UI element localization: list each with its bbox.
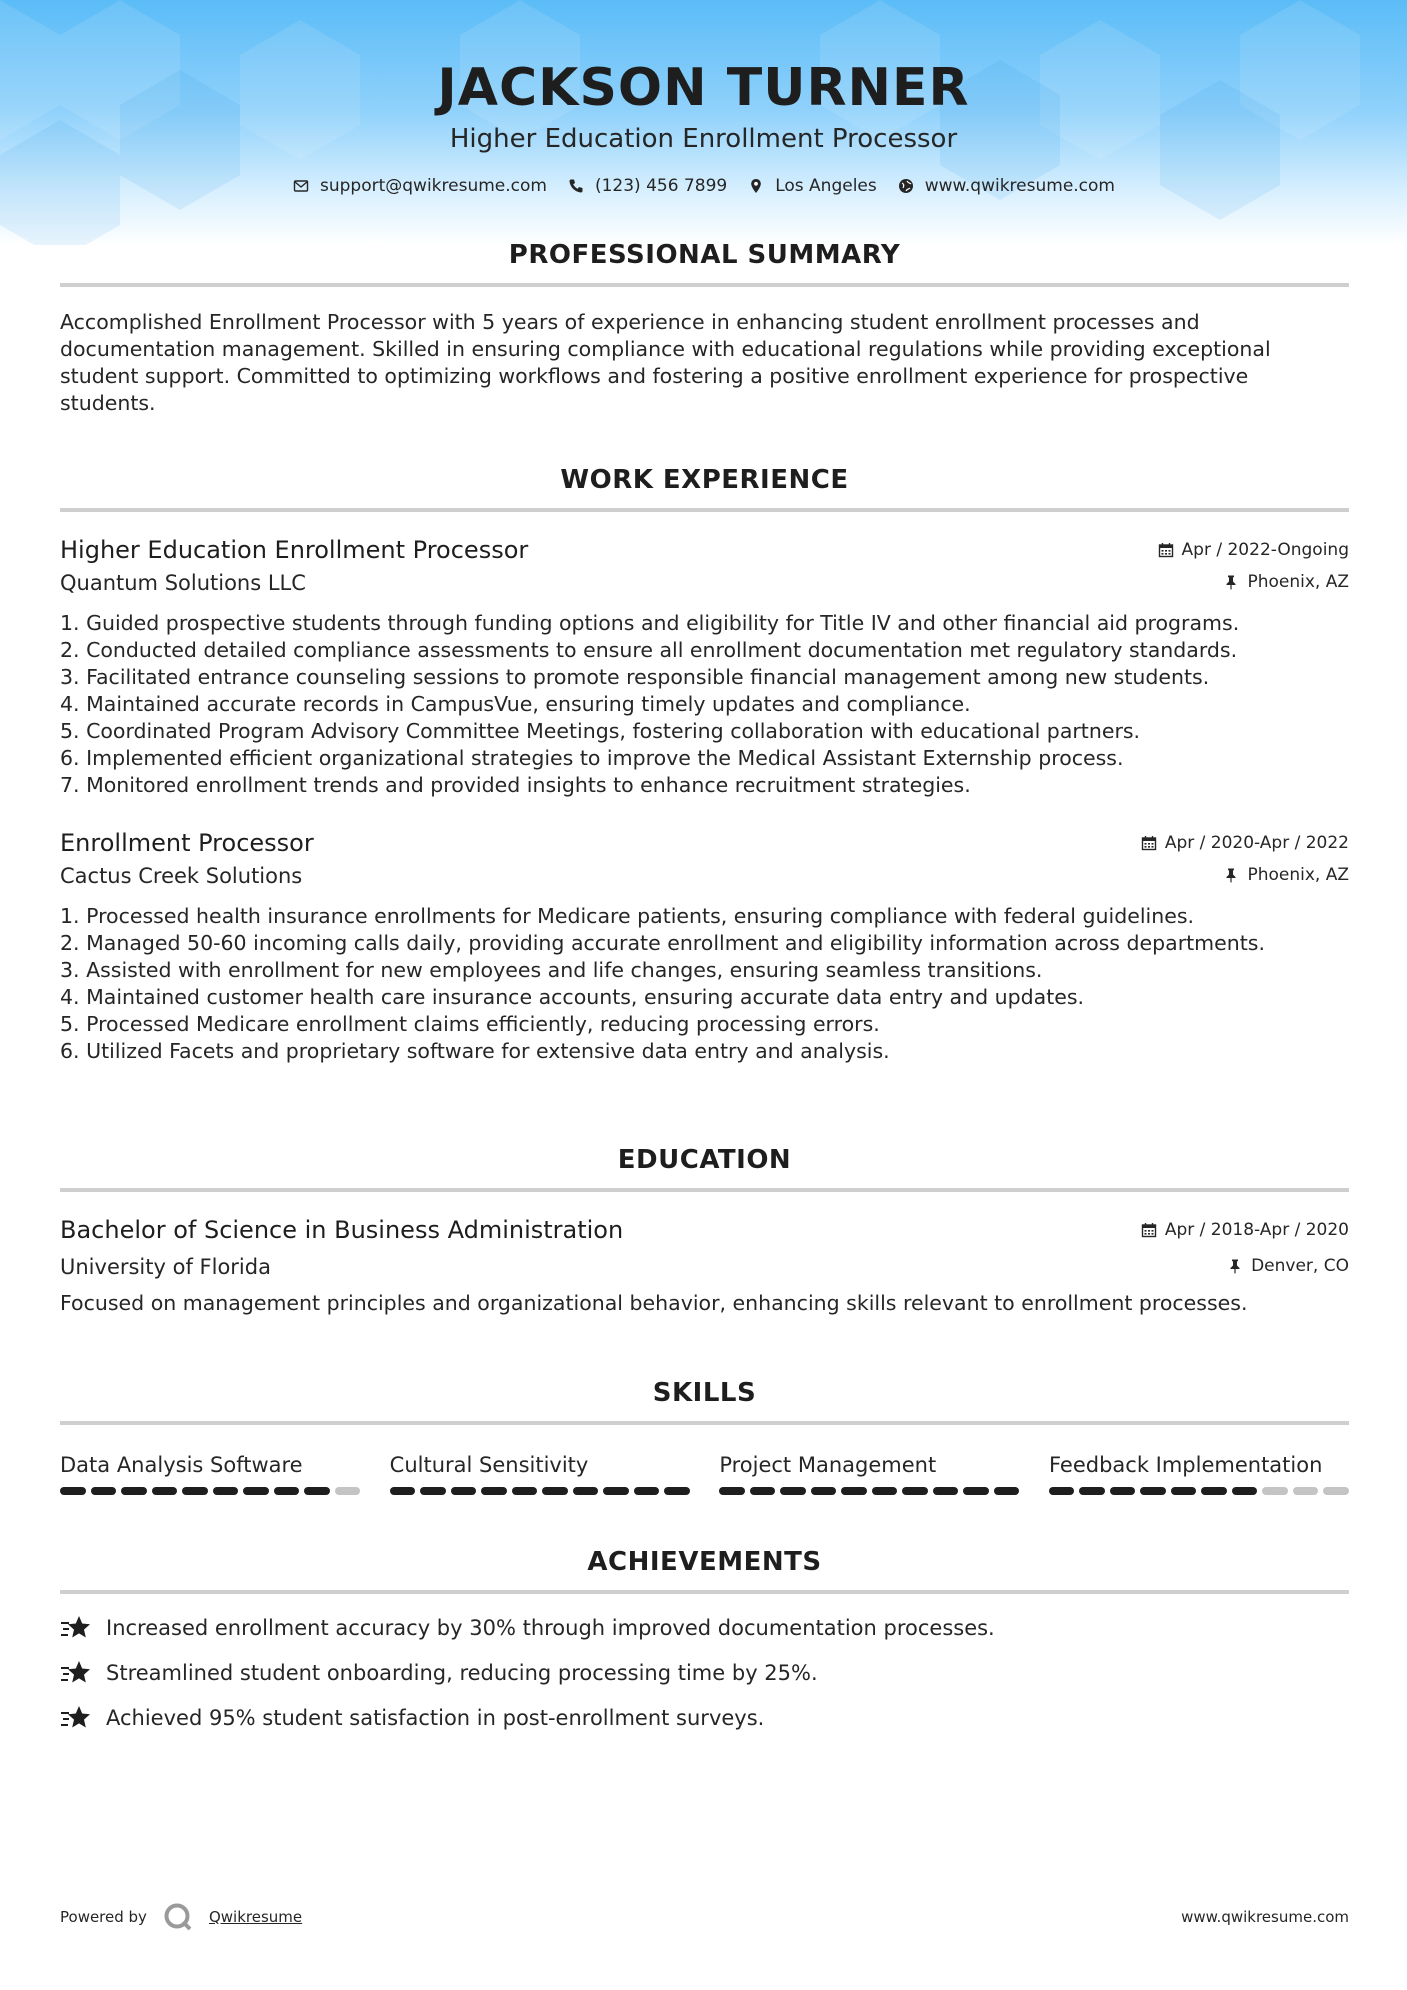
candidate-title: Higher Education Enrollment Processor [449,124,958,154]
pushpin-icon [1223,574,1239,590]
list-item [60,1659,1349,1687]
skill-level-segment [872,1487,898,1495]
job-dates-text: Apr / 2022-Ongoing [1181,540,1349,560]
education-section [60,1143,1349,1317]
list-item: 7. Monitored enrollment trends and provided insights to enhance recruitment strategies. [60,773,971,797]
list-item: 1. Processed health insurance enrollments for Medicare patients, ensuring compliance with federal guidelines. [60,904,1195,928]
qwikresume-logo-icon [163,1902,193,1932]
section-divider [60,1590,1349,1594]
job-location [1223,572,1349,592]
skill-level-segment [1323,1487,1349,1495]
job-location-text: Phoenix, AZ [1247,572,1349,592]
section-divider [60,1188,1349,1192]
skill-level-segment [243,1487,269,1495]
job-location [1223,865,1349,885]
skill-level-segment [1110,1487,1136,1495]
achievements-section [60,1545,1349,1732]
contact-info [0,176,1407,196]
website-text: www.qwikresume.com [924,176,1115,196]
list-item: 4. Maintained customer health care insurance accounts, ensuring accurate data entry and updates. [60,985,1085,1009]
calendar-icon [1141,1222,1157,1238]
skill-level-segment [811,1487,837,1495]
skill-level-segment [1049,1487,1075,1495]
skill-name: Project Management [719,1453,937,1477]
skill-item [60,1451,360,1495]
list-item: 2. Managed 50-60 incoming calls daily, providing accurate enrollment and eligibility information across departments. [60,931,1265,955]
skill-level-segment [91,1487,117,1495]
achievement-text: Achieved 95% student satisfaction in post-enrollment surveys. [106,1706,765,1730]
skill-level-bar [390,1487,690,1495]
summary-text: Accomplished Enrollment Processor with 5 years of experience in enhancing student enrollment processes and documentation management. Skilled in ensuring compliance with educational regulations while providing exceptional student support. Committed to optimizing workflows and fostering a positive enrollment experience for prospective students. [60,310,1271,415]
envelope-icon [292,177,310,195]
skill-item [719,1451,1019,1495]
section-divider [60,508,1349,512]
phone-text: (123) 456 7899 [594,176,728,196]
job-entry [60,827,1349,1065]
summary-section [60,238,1349,417]
calendar-icon [1141,835,1157,851]
contact-website[interactable] [897,176,1115,196]
education-dates [1141,1220,1349,1240]
pushpin-icon [1223,867,1239,883]
list-item: 6. Utilized Facets and proprietary software for extensive data entry and analysis. [60,1039,890,1063]
job-dates [1158,540,1349,560]
section-divider [60,1421,1349,1425]
footer-website[interactable]: www.qwikresume.com [1181,1908,1349,1926]
achievement-text: Streamlined student onboarding, reducing processing time by 25%. [106,1661,818,1685]
skill-item [1049,1451,1349,1495]
contact-location [747,176,877,196]
footer [60,1902,1349,1932]
education-entry [60,1214,1349,1317]
list-item [60,1614,1349,1642]
skill-level-segment [60,1487,86,1495]
skill-level-bar [1049,1487,1349,1495]
powered-by [60,1902,302,1932]
skill-level-segment [542,1487,568,1495]
skill-level-segment [573,1487,599,1495]
education-heading: EDUCATION [617,1145,792,1175]
skill-level-segment [634,1487,660,1495]
job-entry [60,534,1349,799]
job-dates [1141,833,1349,853]
candidate-name: JACKSON TURNER [437,58,970,118]
company-name: Cactus Creek Solutions [60,864,303,888]
education-location [1227,1256,1349,1276]
degree-title: Bachelor of Science in Business Administration [60,1216,624,1244]
education-location-text: Denver, CO [1251,1256,1349,1276]
skill-level-segment [512,1487,538,1495]
contact-phone[interactable] [567,176,727,196]
list-item: 6. Implemented efficient organizational strategies to improve the Medical Assistant Externship process. [60,746,1124,770]
phone-icon [567,177,585,195]
skill-name: Data Analysis Software [60,1453,303,1477]
star-icon [60,1704,92,1732]
skills-heading: SKILLS [652,1378,757,1408]
star-icon [60,1659,92,1687]
experience-heading: WORK EXPERIENCE [560,465,849,495]
section-divider [60,283,1349,287]
globe-icon [897,177,915,195]
list-item: 2. Conducted detailed compliance assessments to ensure all enrollment documentation met regulatory standards. [60,638,1238,662]
skill-level-segment [664,1487,690,1495]
skill-level-bar [60,1487,360,1495]
skill-level-bar [719,1487,1019,1495]
skill-name: Feedback Implementation [1048,1453,1323,1477]
skill-level-segment [390,1487,416,1495]
skill-level-segment [1293,1487,1319,1495]
job-title: Enrollment Processor [60,829,314,857]
list-item: 1. Guided prospective students through funding options and eligibility for Title IV and other financial aid programs. [60,611,1240,635]
skill-level-segment [274,1487,300,1495]
job-bullets [60,610,1349,799]
list-item: 5. Coordinated Program Advisory Committee Meetings, fostering collaboration with educational partners. [60,719,1141,743]
summary-heading: PROFESSIONAL SUMMARY [508,240,901,270]
list-item: 3. Facilitated entrance counseling sessions to promote responsible financial management among new students. [60,665,1210,689]
skill-level-segment [213,1487,239,1495]
skill-level-segment [420,1487,446,1495]
skill-level-segment [1232,1487,1258,1495]
skill-name: Cultural Sensitivity [389,1453,589,1477]
skill-level-segment [121,1487,147,1495]
job-bullets [60,903,1349,1065]
education-dates-text: Apr / 2018-Apr / 2020 [1164,1220,1349,1240]
achievements-list [60,1614,1349,1732]
skill-level-segment [451,1487,477,1495]
skill-level-segment [182,1487,208,1495]
skill-level-segment [750,1487,776,1495]
skill-level-segment [304,1487,330,1495]
skill-level-segment [1079,1487,1105,1495]
achievements-heading: ACHIEVEMENTS [587,1547,822,1577]
skill-level-segment [1262,1487,1288,1495]
skill-level-segment [841,1487,867,1495]
resume-header [0,56,1407,196]
education-description: Focused on management principles and organizational behavior, enhancing skills relevant to enrollment processes. [60,1291,1248,1315]
skill-level-segment [719,1487,745,1495]
calendar-icon [1158,542,1174,558]
location-text: Los Angeles [775,176,877,196]
map-pin-icon [747,177,765,195]
job-dates-text: Apr / 2020-Apr / 2022 [1164,833,1349,853]
job-title: Higher Education Enrollment Processor [60,536,529,564]
school-name: University of Florida [60,1255,271,1279]
qwikresume-link[interactable]: Qwikresume [208,1908,303,1926]
skill-level-segment [780,1487,806,1495]
skills-section [60,1376,1349,1495]
powered-by-label: Powered by [60,1908,147,1926]
contact-email[interactable] [292,176,547,196]
skill-level-segment [335,1487,361,1495]
skill-level-segment [481,1487,507,1495]
list-item [60,1704,1349,1732]
pushpin-icon [1227,1258,1243,1274]
skills-list [60,1451,1349,1495]
skill-level-segment [902,1487,928,1495]
email-text: support@qwikresume.com [320,176,547,196]
skill-level-segment [152,1487,178,1495]
star-icon [60,1614,92,1642]
skill-level-segment [933,1487,959,1495]
skill-level-segment [1201,1487,1227,1495]
job-location-text: Phoenix, AZ [1247,865,1349,885]
skill-level-segment [1140,1487,1166,1495]
skill-level-segment [1171,1487,1197,1495]
achievement-text: Increased enrollment accuracy by 30% through improved documentation processes. [106,1616,995,1640]
company-name: Quantum Solutions LLC [60,571,306,595]
skill-level-segment [994,1487,1020,1495]
skill-level-segment [603,1487,629,1495]
experience-section [60,463,1349,1065]
list-item: 3. Assisted with enrollment for new employees and life changes, ensuring seamless transitions. [60,958,1043,982]
list-item: 5. Processed Medicare enrollment claims efficiently, reducing processing errors. [60,1012,880,1036]
list-item: 4. Maintained accurate records in CampusVue, ensuring timely updates and compliance. [60,692,971,716]
skill-item [390,1451,690,1495]
skill-level-segment [963,1487,989,1495]
